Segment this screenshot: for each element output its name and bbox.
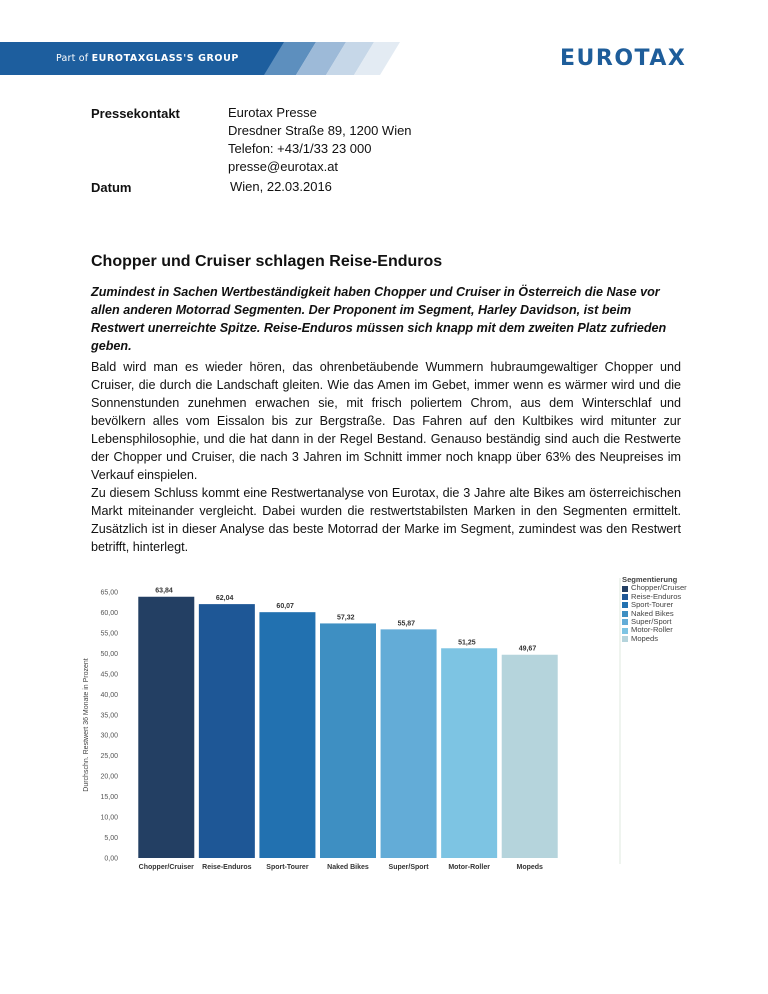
bar-naked-bikes (320, 623, 376, 858)
restwert-bar-chart (76, 572, 622, 874)
x-tick-label: Motor-Roller (448, 864, 490, 871)
y-tick-label: 60,00 (100, 609, 118, 617)
y-tick-label: 35,00 (100, 712, 118, 720)
contact-email[interactable]: presse@eurotax.at (228, 159, 339, 174)
legend-swatch (622, 611, 628, 617)
legend-swatch (622, 602, 628, 608)
y-tick-label: 55,00 (100, 630, 118, 638)
legend-label: Naked Bikes (631, 608, 674, 618)
bar-motor-roller (441, 648, 497, 858)
y-tick-label: 25,00 (100, 753, 118, 761)
article-title: Chopper und Cruiser schlagen Reise-Enduros (91, 253, 443, 270)
group-name: EUROTAXGLASS'S GROUP (91, 53, 239, 64)
bar-value-label: 49,67 (518, 645, 537, 653)
bar-reise-enduros (199, 604, 255, 858)
y-tick-label: 20,00 (100, 773, 118, 781)
date-value: Wien, 22.03.2016 (230, 179, 332, 194)
bar-super-sport (381, 629, 437, 858)
x-tick-label: Super/Sport (388, 864, 429, 871)
article-body (91, 358, 681, 556)
y-tick-label: 5,00 (104, 835, 118, 843)
press-contact-details (228, 104, 412, 176)
x-tick-label: Mopeds (516, 864, 543, 871)
bar-value-label: 55,87 (397, 620, 416, 628)
y-tick-label: 0,00 (104, 855, 118, 863)
bar-value-label: 57,32 (337, 614, 355, 622)
y-tick-label: 65,00 (100, 589, 118, 597)
legend-label: Reise-Enduros (631, 591, 682, 601)
bar-value-label: 51,25 (458, 639, 476, 647)
x-tick-label: Naked Bikes (327, 864, 369, 871)
legend-item (622, 635, 687, 643)
legend-swatch (622, 619, 628, 625)
bar-chopper-cruiser (138, 597, 194, 858)
contact-line: Eurotax Presse (228, 105, 317, 120)
article-paragraph: Zu diesem Schluss kommt eine Restwertanalyse von Eurotax, die 3 Jahre alte Bikes am österreichischen Markt miteinander vergleicht. Dabei wurden die restwertstabilsten Marken in den Segmenten ermittelt. Zusätzlich ist in dieser Analyse das beste Motorrad der Marke im Segment, zumindest was den Restwert betrifft, hinterlegt. (91, 486, 681, 554)
legend-label: Chopper/Cruiser (631, 583, 687, 593)
legend-title: Segmentierung (622, 575, 678, 584)
legend-label: Mopeds (631, 633, 659, 643)
article-lead: Zumindest in Sachen Wertbeständigkeit haben Chopper und Cruiser in Österreich die Nase vor allen anderen Motorrad Segmenten. Der Proponent im Segment, Harley Davidson, ist beim Restwert unerreichte Spitze. Reise-Enduros müssen sich knapp mit dem zweiten Platz zufrieden geben. (91, 285, 667, 353)
eurotax-logo: EUROTAX (560, 46, 687, 71)
x-tick-label: Reise-Enduros (202, 864, 252, 871)
press-contact-label: Pressekontakt (91, 106, 180, 121)
group-affiliation (56, 53, 239, 64)
article-paragraph: Bald wird man es wieder hören, das ohrenbetäubende Wummern hubraumgewaltiger Chopper und Cruiser, die durch die Landschaft gleiten. Wie das Amen im Gebet, immer wenn es wärmer wird und die Sonnenstunden zunehmen erwachen sie, mit frisch poliertem Chrom, aus dem Winterschlaf und bevölkern alles vom Eissalon bis zur Bergstraße. Das Fahren auf den Kultbikes wird mitunter zur Lebensphilosophie, und die hat dann in der Regel Bestand. Genauso beständig sind auch die Restwerte der Chopper und Cruiser, die nach 3 Jahren im Schnitt immer noch knapp über 63% des Neupreises im Verkauf einspielen. (91, 360, 681, 482)
legend-swatch (622, 594, 628, 600)
chart-legend (622, 576, 687, 643)
y-tick-label: 50,00 (100, 650, 118, 658)
legend-label: Motor-Roller (631, 625, 673, 635)
bar-value-label: 62,04 (215, 595, 234, 603)
x-tick-label: Chopper/Cruiser (138, 864, 194, 871)
legend-swatch (622, 636, 628, 642)
y-tick-label: 15,00 (100, 794, 118, 802)
y-tick-label: 40,00 (100, 691, 118, 699)
y-tick-label: 10,00 (100, 814, 118, 822)
y-tick-label: 30,00 (100, 732, 118, 740)
bar-value-label: 60,07 (276, 603, 294, 611)
legend-swatch (622, 586, 628, 592)
group-prefix: Part of (56, 53, 89, 64)
date-label: Datum (91, 180, 132, 195)
legend-label: Super/Sport (631, 617, 672, 627)
bar-mopeds (502, 655, 558, 858)
bar-value-label: 63,84 (155, 587, 173, 595)
y-tick-label: 45,00 (100, 671, 118, 679)
bar-sport-tourer (259, 612, 315, 858)
x-tick-label: Sport-Tourer (266, 864, 309, 871)
contact-line: Telefon: +43/1/33 23 000 (228, 141, 372, 156)
legend-label: Sport-Tourer (631, 600, 674, 610)
contact-line: Dresdner Straße 89, 1200 Wien (228, 123, 412, 138)
y-axis-title: Durchschn. Restwert 36 Monate in Prozent (83, 658, 90, 792)
legend-swatch (622, 628, 628, 634)
